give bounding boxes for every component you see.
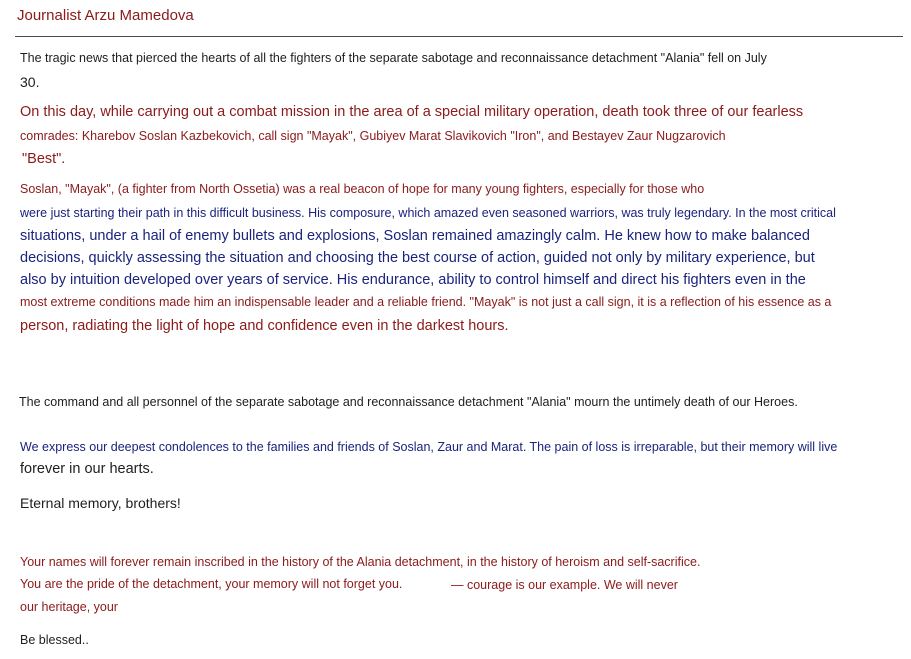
text-line: Eternal memory, brothers! xyxy=(20,495,181,511)
text-line: Your names will forever remain inscribed in the history of the Alania detachment, in the history of heroism and self-sacrifice. xyxy=(20,555,701,569)
text-line: The tragic news that pierced the hearts of all the fighters of the separate sabotage and reconnaissance detachment "Alania" fell on July xyxy=(20,51,767,65)
text-line: — courage is our example. We will never xyxy=(451,578,678,592)
text-line: You are the pride of the detachment, your memory will not forget you. xyxy=(20,577,403,591)
text-line: also by intuition developed over years of service. His endurance, ability to control himself and direct his fighters even in the xyxy=(20,272,806,288)
header-divider xyxy=(15,36,903,37)
text-line: most extreme conditions made him an indispensable leader and a reliable friend. "Mayak" is not just a call sign, it is a reflection of his essence as a xyxy=(20,295,832,309)
text-line: On this day, while carrying out a combat mission in the area of a special military operation, death took three of our fearless xyxy=(20,104,804,120)
text-line: 30. xyxy=(20,74,40,90)
text-line: were just starting their path in this difficult business. His composure, which amazed even seasoned warriors, was truly legendary. In the most critical xyxy=(20,206,836,220)
text-line: situations, under a hail of enemy bullets and explosions, Soslan remained amazingly calm. He knew how to make balanced xyxy=(20,228,810,244)
text-line: forever in our hearts. xyxy=(20,461,154,477)
text-line: The command and all personnel of the separate sabotage and reconnaissance detachment "Alania" mourn the untimely death of our Heroes. xyxy=(19,395,798,409)
text-line: Be blessed.. xyxy=(20,633,89,647)
text-line: "Best". xyxy=(22,151,66,167)
text-line: decisions, quickly assessing the situation and choosing the best course of action, guided not only by military experience, but xyxy=(20,250,815,266)
text-line: person, radiating the light of hope and confidence even in the darkest hours. xyxy=(20,318,509,334)
page-title: Journalist Arzu Mamedova xyxy=(17,7,194,24)
text-line: comrades: Kharebov Soslan Kazbekovich, call sign "Mayak", Gubiyev Marat Slavikovich "Iron", and Bestayev Zaur Nugzarovich xyxy=(20,129,726,143)
text-line: Soslan, "Mayak", (a fighter from North Ossetia) was a real beacon of hope for many young fighters, especially for those who xyxy=(20,182,705,196)
text-line: We express our deepest condolences to the families and friends of Soslan, Zaur and Marat. The pain of loss is irreparable, but their memory will live xyxy=(20,440,838,454)
text-line: our heritage, your xyxy=(20,600,118,614)
